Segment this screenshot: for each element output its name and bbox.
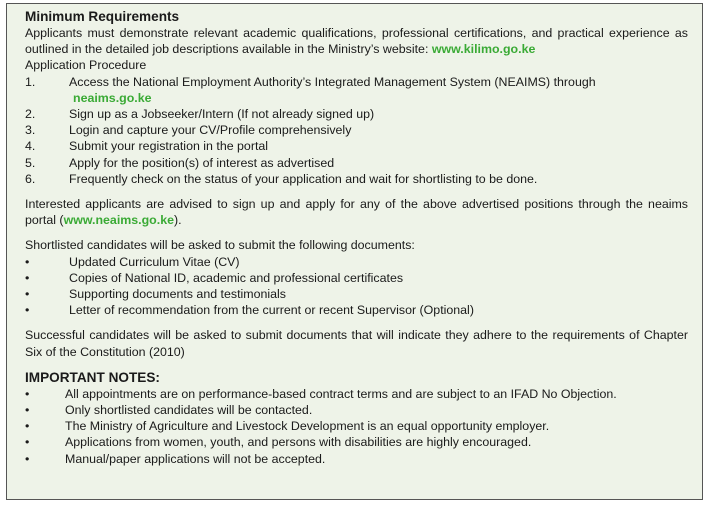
note-item xyxy=(25,418,688,434)
step-text: Access the National Employment Authority’s Integrated Management System (NEAIMS) through xyxy=(69,74,596,89)
note-item xyxy=(25,386,688,402)
step-number: 6. xyxy=(25,171,36,186)
procedure-steps xyxy=(25,74,688,187)
min-requirements-body: Applicants must demonstrate relevant academic qualifications, professional certifications, and practical experience as outlined in the detailed job descriptions available in the Ministry’s website: xyxy=(25,26,688,57)
bullet: • xyxy=(25,287,30,302)
min-requirements-heading: Minimum Requirements xyxy=(25,9,180,24)
neaims-link[interactable]: neaims.go.ke xyxy=(73,90,152,105)
bullet: • xyxy=(25,403,30,418)
kilimo-link[interactable]: www.kilimo.go.ke xyxy=(431,42,536,57)
procedure-step xyxy=(25,74,688,106)
step-text: Login and capture your CV/Profile comprehensively xyxy=(69,123,352,138)
note-text: All appointments are on performance-based contract terms and are subject to an IFAD No Objection. xyxy=(65,386,617,401)
bullet: • xyxy=(25,451,30,466)
step-number: 1. xyxy=(25,74,36,89)
neaims-portal-link[interactable]: www.neaims.go.ke xyxy=(63,213,174,228)
procedure-step xyxy=(25,122,688,138)
note-text: Manual/paper applications will not be accepted. xyxy=(65,451,326,466)
min-requirements-text xyxy=(25,25,688,57)
bullet: • xyxy=(25,270,30,285)
document-text: Letter of recommendation from the current or recent Supervisor (Optional) xyxy=(69,303,474,318)
requirements-box xyxy=(6,3,703,500)
bullet: • xyxy=(25,303,30,318)
interested-text-end: ). xyxy=(173,213,182,228)
document-item xyxy=(25,286,688,302)
step-number: 2. xyxy=(25,107,36,122)
step-text: Sign up as a Jobseeker/Intern (If not already signed up) xyxy=(69,107,375,122)
note-text: Only shortlisted candidates will be contacted. xyxy=(65,403,313,418)
step-number: 4. xyxy=(25,139,36,154)
note-item xyxy=(25,451,688,467)
document-text: Updated Curriculum Vitae (CV) xyxy=(69,254,240,269)
document-text: Copies of National ID, academic and professional certificates xyxy=(69,270,404,285)
procedure-step xyxy=(25,171,688,187)
step-number: 5. xyxy=(25,155,36,170)
bullet: • xyxy=(25,254,30,269)
document-item xyxy=(25,270,688,286)
interested-text: Interested applicants are advised to sign up and apply for any of the above advertised positions through the neaims portal ( xyxy=(25,197,688,228)
document-text: Supporting documents and testimonials xyxy=(69,287,286,302)
step-text: Frequently check on the status of your application and wait for shortlisting to be done. xyxy=(69,171,538,186)
document-item xyxy=(25,254,688,270)
step-number: 3. xyxy=(25,123,36,138)
note-text: The Ministry of Agriculture and Livestock Development is an equal opportunity employer. xyxy=(65,419,550,434)
important-notes-heading: IMPORTANT NOTES: xyxy=(25,369,160,385)
step-text: Apply for the position(s) of interest as advertised xyxy=(69,155,335,170)
note-item xyxy=(25,434,688,450)
document-item xyxy=(25,302,688,318)
bullet: • xyxy=(25,435,30,450)
bullet: • xyxy=(25,419,30,434)
successful-paragraph: Successful candidates will be asked to submit documents that will indicate they adhere to the requirements of Chapter Six of the Constitution (2010) xyxy=(25,328,688,359)
notes-list xyxy=(25,386,688,467)
note-text: Applications from women, youth, and persons with disabilities are highly encouraged. xyxy=(65,435,532,450)
procedure-step xyxy=(25,138,688,154)
procedure-title: Application Procedure xyxy=(25,58,147,73)
procedure-step xyxy=(25,155,688,171)
note-item xyxy=(25,402,688,418)
step-content xyxy=(69,74,596,106)
procedure-step xyxy=(25,106,688,122)
documents-list xyxy=(25,254,688,319)
shortlisted-intro: Shortlisted candidates will be asked to submit the following documents: xyxy=(25,238,415,253)
bullet: • xyxy=(25,386,30,401)
interested-paragraph xyxy=(25,196,688,228)
step-text: Submit your registration in the portal xyxy=(69,139,269,154)
